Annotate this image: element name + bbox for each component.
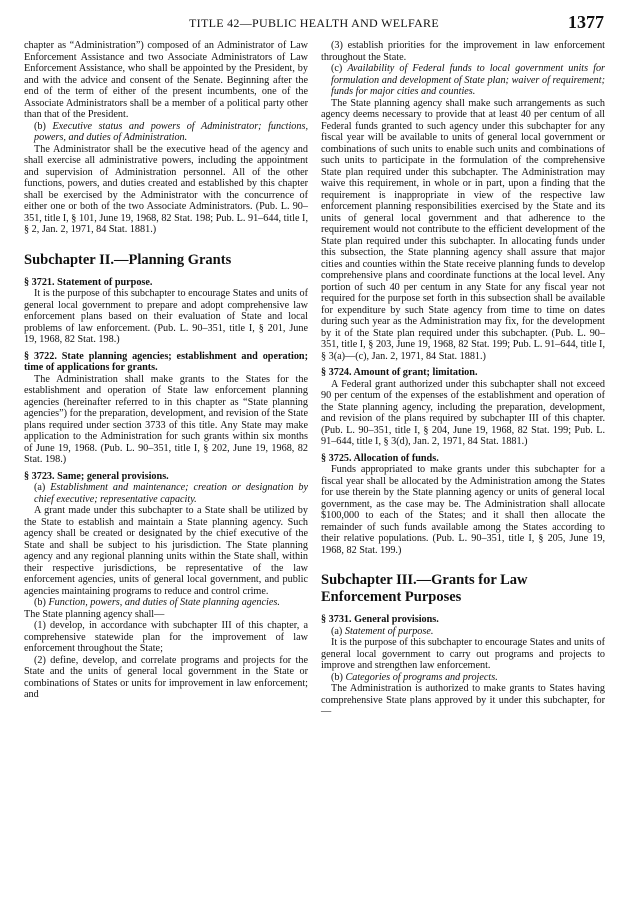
subsection-title: Categories of programs and projects. xyxy=(345,671,498,683)
section-heading: § 3721. Statement of purpose. xyxy=(24,276,153,288)
page-number: 1377 xyxy=(568,12,604,32)
paragraph: chapter as “Administration”) composed of an Administrator of Law Enforcement Assistance and two Associate Administrators of Law Enforcement Assistance, who shall be appointed by the President, by and with the advice and consent of the Senate. Beginning after the end of the term of either of the present incumbents, one of the Associate Administrators shall be a member of a political party other than that of the President. xyxy=(24,40,308,120)
subsection-label: (b) xyxy=(331,671,343,683)
paragraph: It is the purpose of this subchapter to encourage States and units of general local government to prepare and adopt comprehensive law enforcement plans based on their evaluation of State and local problems of law enforcement. (Pub. L. 90–351, title I, § 201, June 19, 1968, 82 Stat. 198.) xyxy=(24,288,308,345)
paragraph: The Administration shall make grants to the States for the establishment and operation of State law enforcement planning agencies (hereinafter referred to in this chapter as “State planning agencies”) for the preparation, development, and revision of the State plans required under section 3733 of this title. Any State may make application to the Administration for such grants within six months of June 19, 1968. (Pub. L. 90–351, title I, § 202, June 19, 1968, 82 Stat. 198.) xyxy=(24,373,308,465)
subsection-title: Function, powers, and duties of State planning agencies. xyxy=(48,597,280,608)
subsection-title: Statement of purpose. xyxy=(344,625,434,637)
subsection-title: Availability of Federal funds to local government units for formulation and development of State plan; waiver of requirement; funds for major cities and counties. xyxy=(331,63,605,97)
section-heading: § 3724. Amount of grant; limitation. xyxy=(321,367,478,378)
right-column xyxy=(321,40,605,718)
list-item: (3) establish priorities for the improvement in law enforcement throughout the State. xyxy=(321,40,605,63)
section-heading: § 3722. State planning agencies; establishment and operation; time of applications for grants. xyxy=(24,350,308,373)
subsection-heading xyxy=(321,672,605,684)
subsection-title: Executive status and powers of Administrator; functions, powers, and duties of Administration. xyxy=(34,120,308,143)
subsection-label: (a) xyxy=(34,482,46,493)
paragraph: It is the purpose of this subchapter to encourage States and units of general local government to carry out programs and projects to improve and strengthen law enforcement. xyxy=(321,637,605,671)
subsection-label: (b) xyxy=(34,120,46,132)
left-column xyxy=(24,40,308,701)
subsection-heading xyxy=(24,482,308,505)
subchapter-heading: Subchapter III.—Grants for Law Enforcement Purposes xyxy=(321,572,528,605)
paragraph: A Federal grant authorized under this subchapter shall not exceed 90 per centum of the expenses of the establishment and operation of the State planning agency, including the preparation, development, and revision of the plans required by subchapter III of this chapter. (Pub. L. 90–351, title I, § 204, June 19, 1968, 82 Stat. 199; Pub. L. 91–644, title I, § 3(d), Jan. 2, 1971, 84 Stat. 1881.) xyxy=(321,378,605,447)
subsection-label: (a) xyxy=(331,625,343,637)
subsection-label: (c) xyxy=(331,63,343,74)
paragraph: The Administrator shall be the executive head of the agency and shall exercise all administrative powers, including the appointment and supervision of Administration personnel. All of the other functions, powers, and duties created and established by this chapter shall be exercised by the Administrator with the concurrence of either one or both of the two Associate Administrators. (Pub. L. 90–351, title I, § 101, June 19, 1968, 82 Stat. 198; Pub. L. 91–644, title I, § 2, Jan. 2, 1971, 84 Stat. 1881.) xyxy=(24,143,308,235)
subsection-title: Establishment and maintenance; creation or designation by chief executive; representative capacity. xyxy=(34,482,308,505)
running-header xyxy=(24,14,604,34)
subsection-heading xyxy=(321,626,605,638)
subsection-heading xyxy=(321,63,605,98)
subsection-heading xyxy=(24,121,308,144)
paragraph: Funds appropriated to make grants under this subchapter for a fiscal year shall be allocated by the Administration among the States for use therein by the State planning agency or units of general local government, as the case may be. The Administration shall allocate $100,000 to each of the States; and it shall then allocate the remainder of such funds available among the States according to their relative populations. (Pub. L. 90–351, title I, § 205, June 19, 1968, 82 Stat. 199.) xyxy=(321,464,605,556)
paragraph: The State planning agency shall— xyxy=(24,608,165,620)
paragraph: A grant made under this subchapter to a State shall be utilized by the State to establish and maintain a State planning agency. Such agency shall be created or designated by the chief executive of the State and shall be subject to his jurisdiction. The State planning agency and any regional planning units within the State shall, within their respective jurisdictions, be representative of the law enforcement agencies, units of general local government, and public agencies maintaining programs to reduce and control crime. xyxy=(24,505,308,597)
section-heading: § 3731. General provisions. xyxy=(321,614,439,625)
section-heading: § 3725. Allocation of funds. xyxy=(321,452,439,464)
subchapter-heading: Subchapter II.—Planning Grants xyxy=(24,251,232,268)
paragraph: The Administration is authorized to make grants to States having comprehensive State plans approved by it under this subchapter, for— xyxy=(321,683,605,717)
section-heading: § 3723. Same; general provisions. xyxy=(24,470,169,482)
paragraph: The State planning agency shall make such arrangements as such agency deems necessary to provide that at least 40 per centum of all Federal funds granted to such agency under this subchapter for any fiscal year will be available to units of general local government or combinations of such units to enable such units and combinations of such units to participate in the formulation of the comprehensive State plan required under this subchapter. The Administration may waive this requirement, in whole or in part, upon a finding that the requirement is inappropriate in view of the respective law enforcement planning responsibilities exercised by the State and its units of general local government and that adherence to the requirement would not contribute to the efficient development of the State plan required under this subchapter. In allocating funds under this subsection, the State planning agency shall assure that major cities and counties within the State receive planning funds to develop comprehensive plans and coordinate functions at the local level. Any portion of such 40 per centum in any State for any fiscal year not required for the purpose set forth in this subsection shall be available for expenditure by such State agency from time to time on dates during such year as the Administration may fix, for the development by it of the State plan required under this subchapter. (Pub. L. 90–351, title I, § 203, June 19, 1968, 82 Stat. 199; Pub. L. 91–644, title I, § 3(a)—(c), Jan. 2, 1971, 84 Stat. 1881.) xyxy=(321,97,605,362)
list-item: (1) develop, in accordance with subchapter III of this chapter, a comprehensive statewide plan for the improvement of law enforcement throughout the State; xyxy=(24,620,308,654)
subsection-heading xyxy=(24,597,308,609)
running-title: TITLE 42—PUBLIC HEALTH AND WELFARE xyxy=(189,16,439,30)
list-item: (2) define, develop, and correlate programs and projects for the State and the units of general local government in the State or combinations of States or units for improvement in law enforcement; and xyxy=(24,654,308,700)
subsection-label: (b) xyxy=(34,597,46,608)
